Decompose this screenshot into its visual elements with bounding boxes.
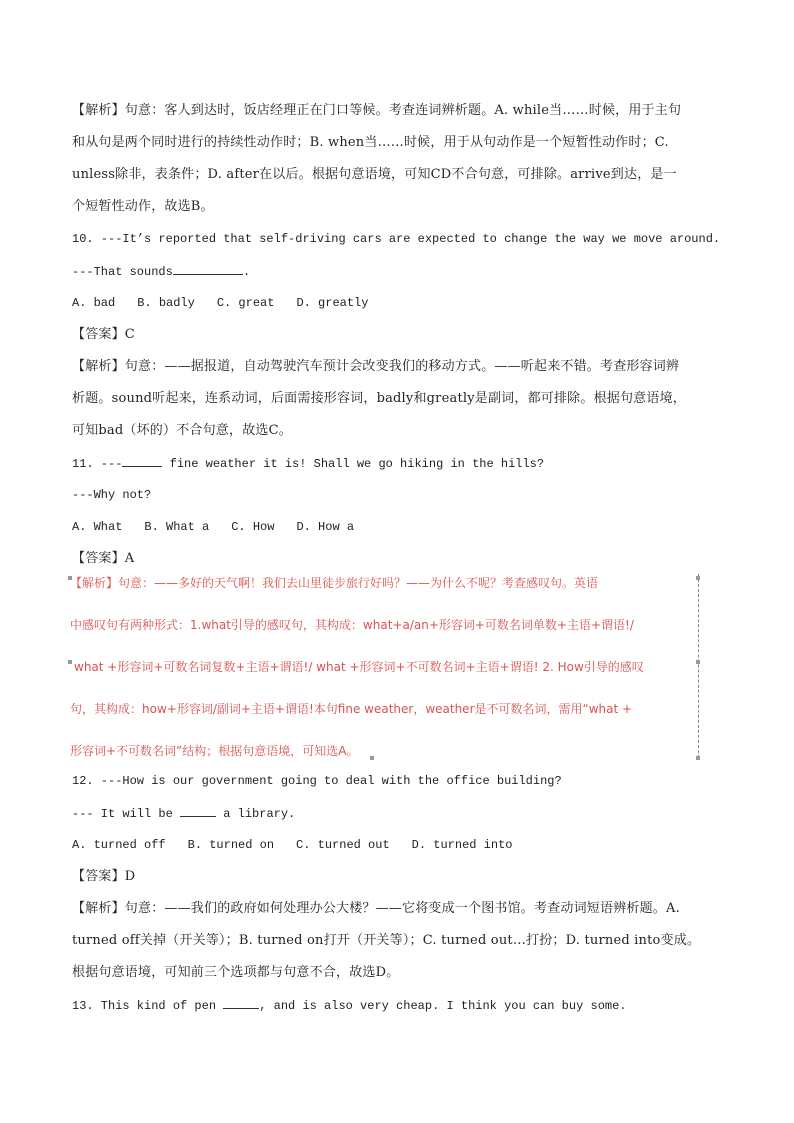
option-a: A. bad bbox=[72, 296, 116, 310]
answer-blank bbox=[122, 454, 162, 467]
analysis-line: what +形容词+可数名词复数+主语+谓语!/ what +形容词+不可数名词+主语+谓语! 2. How引导的感叹 bbox=[74, 660, 644, 674]
question-12-stem: 12. ---How is our government going to deal with the office building? bbox=[72, 774, 562, 788]
question-10-stem: 10. ---It’s reported that self-driving cars are expected to change the way we move around. bbox=[72, 232, 721, 246]
option-a: A. turned off bbox=[72, 838, 166, 852]
analysis-line: unless除非，表条件；D. after在以后。根据句意语境，可知CD不合句意，可排除。arrive到达，是一 bbox=[72, 167, 677, 182]
analysis-line: 句，其构成：how+形容词/副词+主语+谓语!本句fine weather，weather是不可数名词，需用“what + bbox=[70, 702, 633, 716]
analysis-line: 【解析】句意：——据报道，自动驾驶汽车预计会改变我们的移动方式。——听起来不错。考查形容词辨 bbox=[72, 359, 680, 374]
reply-prefix: ---That sounds bbox=[72, 265, 173, 279]
option-a: A. What bbox=[72, 520, 123, 534]
option-d: D. turned into bbox=[411, 838, 513, 852]
analysis-line: 析题。sound听起来，连系动词，后面需接形容词，badly和greatly是副词，都可排除。根据句意语境， bbox=[72, 391, 686, 406]
analysis-line: 【解析】句意：——我们的政府如何处理办公大楼？——它将变成一个图书馆。考查动词短语辨析题。A. bbox=[72, 901, 680, 916]
analysis-line: 可知bad（坏的）不合句意，故选C。 bbox=[72, 423, 292, 438]
answer-blank bbox=[173, 262, 243, 275]
analysis-line: turned off关掉（开关等）；B. turned on打开（开关等）；C. turned out…打扮；D. turned into变成。 bbox=[72, 933, 701, 948]
option-c: C. How bbox=[231, 520, 275, 534]
option-c: C. great bbox=[216, 296, 275, 310]
resize-handle[interactable] bbox=[68, 660, 72, 664]
question-10-reply bbox=[72, 262, 250, 281]
reply-suffix: . bbox=[242, 265, 251, 279]
analysis-line: 形容词+不可数名词”结构；根据句意语境，可知选A。 bbox=[70, 744, 359, 758]
analysis-line: 中感叹句有两种形式：1.what引导的感叹句，其构成：what+a/an+形容词+可数名词单数+主语+谓语!/ bbox=[70, 618, 634, 632]
analysis-line: 和从句是两个同时进行的持续性动作时；B. when当……时候，用于从句动作是一个短暂性动作时；C. bbox=[72, 135, 669, 150]
option-b: B. badly bbox=[137, 296, 195, 310]
question-11-reply: ---Why not? bbox=[72, 488, 152, 502]
analysis-line: 【解析】句意：——多好的天气啊！我们去山里徒步旅行好吗？——为什么不呢？考查感叹句。英语 bbox=[70, 576, 599, 590]
question-10-options bbox=[72, 294, 390, 312]
option-b: B. turned on bbox=[187, 838, 275, 852]
stem-suffix: , and is also very cheap. I think you can buy some. bbox=[259, 999, 627, 1013]
question-11-answer: 【答案】A bbox=[72, 551, 135, 566]
question-11-options bbox=[72, 518, 376, 536]
question-12-answer: 【答案】D bbox=[72, 869, 136, 884]
question-13-stem bbox=[72, 996, 627, 1015]
question-11-stem bbox=[72, 454, 544, 473]
analysis-line: 个短暂性动作，故选B。 bbox=[72, 199, 214, 214]
resize-handle[interactable] bbox=[696, 660, 700, 664]
analysis-line: 【解析】句意：客人到达时，饭店经理正在门口等候。考查连词辨析题。A. while当……时候，用于主句 bbox=[72, 103, 682, 118]
option-b: B. What a bbox=[144, 520, 210, 534]
reply-prefix: --- It will be bbox=[72, 807, 173, 821]
question-12-options bbox=[72, 836, 535, 854]
reply-suffix: a library. bbox=[216, 807, 296, 821]
question-12-reply bbox=[72, 804, 295, 823]
option-d: D. How a bbox=[296, 520, 355, 534]
resize-handle[interactable] bbox=[370, 756, 374, 760]
stem-prefix: 11. --- bbox=[72, 457, 123, 471]
stem-suffix: fine weather it is! Shall we go hiking in the hills? bbox=[162, 457, 545, 471]
option-c: C. turned out bbox=[296, 838, 390, 852]
resize-handle[interactable] bbox=[696, 576, 700, 580]
option-d: D. greatly bbox=[296, 296, 369, 310]
answer-blank bbox=[180, 804, 216, 817]
question-10-answer: 【答案】C bbox=[72, 327, 135, 342]
resize-handle[interactable] bbox=[696, 756, 700, 760]
analysis-line: 根据句意语境，可知前三个选项都与句意不合，故选D。 bbox=[72, 965, 400, 980]
answer-blank bbox=[223, 996, 259, 1009]
stem-prefix: 13. This kind of pen bbox=[72, 999, 217, 1013]
